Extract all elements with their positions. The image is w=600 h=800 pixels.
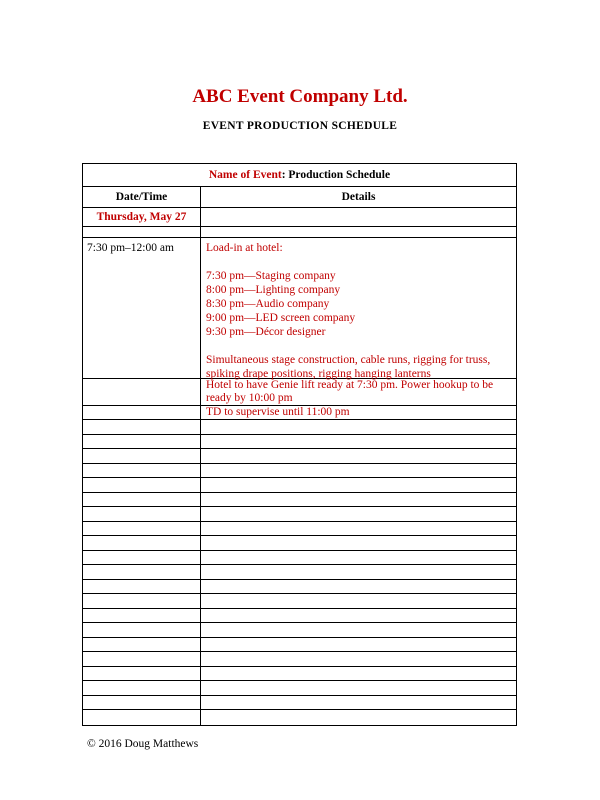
- empty-row: [83, 681, 516, 696]
- empty-cell: [201, 522, 516, 536]
- table-header-row: [83, 187, 516, 208]
- empty-row: [83, 420, 516, 435]
- empty-cell: [83, 507, 201, 521]
- empty-cell: [83, 609, 201, 623]
- spacer-cell: [83, 227, 201, 237]
- empty-cell: [201, 652, 516, 666]
- empty-cell: [83, 696, 201, 710]
- empty-cell: [83, 638, 201, 652]
- column-header-details: Details: [341, 191, 376, 203]
- empty-cell: [201, 638, 516, 652]
- empty-row: [83, 623, 516, 638]
- empty-cell: [83, 623, 201, 637]
- empty-row: [83, 652, 516, 667]
- entry-item: 7:30 pm—Staging company: [206, 270, 336, 282]
- entry-item: 9:30 pm—Décor designer: [206, 326, 326, 338]
- empty-cell: [201, 478, 516, 492]
- event-name-row: [83, 164, 516, 187]
- blank-line: [206, 255, 511, 269]
- empty-time-cell: [83, 379, 201, 405]
- hotel-note-line: Hotel to have Genie lift ready at 7:30 pm. Power hookup to be: [206, 379, 494, 391]
- day-label: Thursday, May 27: [83, 208, 201, 226]
- entry-note: spiking drape positions, rigging hanging lanterns: [206, 368, 431, 380]
- empty-cell: [83, 522, 201, 536]
- entry-item: 8:30 pm—Audio company: [206, 298, 330, 310]
- empty-cell: [201, 435, 516, 449]
- empty-row: [83, 580, 516, 595]
- td-note: TD to supervise until 11:00 pm: [206, 406, 350, 418]
- empty-cell: [83, 435, 201, 449]
- empty-cell: [201, 580, 516, 594]
- company-name: ABC Event Company Ltd.: [192, 86, 408, 107]
- empty-row: [83, 696, 516, 711]
- empty-cell: [83, 710, 201, 725]
- empty-row: [83, 551, 516, 566]
- empty-row: [83, 565, 516, 580]
- hotel-note-row: [83, 379, 516, 406]
- empty-row: [83, 464, 516, 479]
- empty-row: [83, 667, 516, 682]
- empty-cell: [201, 609, 516, 623]
- empty-row: [83, 478, 516, 493]
- spacer-cell: [201, 227, 516, 237]
- empty-cell: [83, 449, 201, 463]
- empty-rows: [83, 420, 516, 725]
- hotel-note: [201, 379, 516, 405]
- empty-cell: [201, 449, 516, 463]
- empty-cell: [83, 464, 201, 478]
- copyright: © 2016 Doug Matthews: [87, 738, 199, 750]
- empty-cell: [83, 580, 201, 594]
- empty-cell: [83, 536, 201, 550]
- empty-cell: [201, 623, 516, 637]
- empty-cell: [201, 507, 516, 521]
- entry-title: Load-in at hotel:: [206, 242, 283, 254]
- empty-cell: [201, 710, 516, 725]
- day-details-cell: [201, 208, 516, 226]
- empty-row: [83, 638, 516, 653]
- entry-details: [201, 238, 516, 378]
- empty-row: [83, 507, 516, 522]
- spacer-row: [83, 227, 516, 238]
- empty-cell: [201, 667, 516, 681]
- schedule-table: [82, 163, 517, 726]
- empty-row: [83, 522, 516, 537]
- empty-cell: [83, 551, 201, 565]
- empty-cell: [83, 681, 201, 695]
- empty-cell: [201, 594, 516, 608]
- hotel-note-line: ready by 10:00 pm: [206, 392, 293, 404]
- entry-item: 8:00 pm—Lighting company: [206, 284, 341, 296]
- entry-item: 9:00 pm—LED screen company: [206, 312, 356, 324]
- empty-cell: [83, 594, 201, 608]
- empty-row: [83, 435, 516, 450]
- empty-cell: [201, 536, 516, 550]
- empty-cell: [83, 565, 201, 579]
- empty-row: [83, 594, 516, 609]
- empty-cell: [83, 420, 201, 434]
- empty-cell: [201, 493, 516, 507]
- entry-time: 7:30 pm–12:00 am: [83, 238, 201, 378]
- empty-cell: [83, 667, 201, 681]
- empty-row: [83, 609, 516, 624]
- empty-time-cell: [83, 406, 201, 419]
- blank-line: [206, 339, 511, 353]
- day-row: [83, 208, 516, 227]
- empty-row: [83, 536, 516, 551]
- empty-cell: [83, 493, 201, 507]
- schedule-entry-row: [83, 238, 516, 379]
- document-title: EVENT PRODUCTION SCHEDULE: [202, 120, 398, 132]
- empty-cell: [201, 681, 516, 695]
- empty-row: [83, 493, 516, 508]
- empty-cell: [83, 478, 201, 492]
- empty-cell: [201, 551, 516, 565]
- td-note-row: [83, 406, 516, 420]
- empty-cell: [201, 420, 516, 434]
- empty-row: [83, 710, 516, 725]
- empty-cell: [201, 696, 516, 710]
- entry-note: Simultaneous stage construction, cable runs, rigging for truss,: [206, 354, 491, 366]
- empty-cell: [83, 652, 201, 666]
- column-header-datetime: Date/Time: [83, 187, 201, 207]
- empty-cell: [201, 464, 516, 478]
- event-name-value: : Production Schedule: [281, 169, 391, 181]
- empty-row: [83, 449, 516, 464]
- empty-cell: [201, 565, 516, 579]
- event-name-label: Name of Event: [208, 169, 282, 181]
